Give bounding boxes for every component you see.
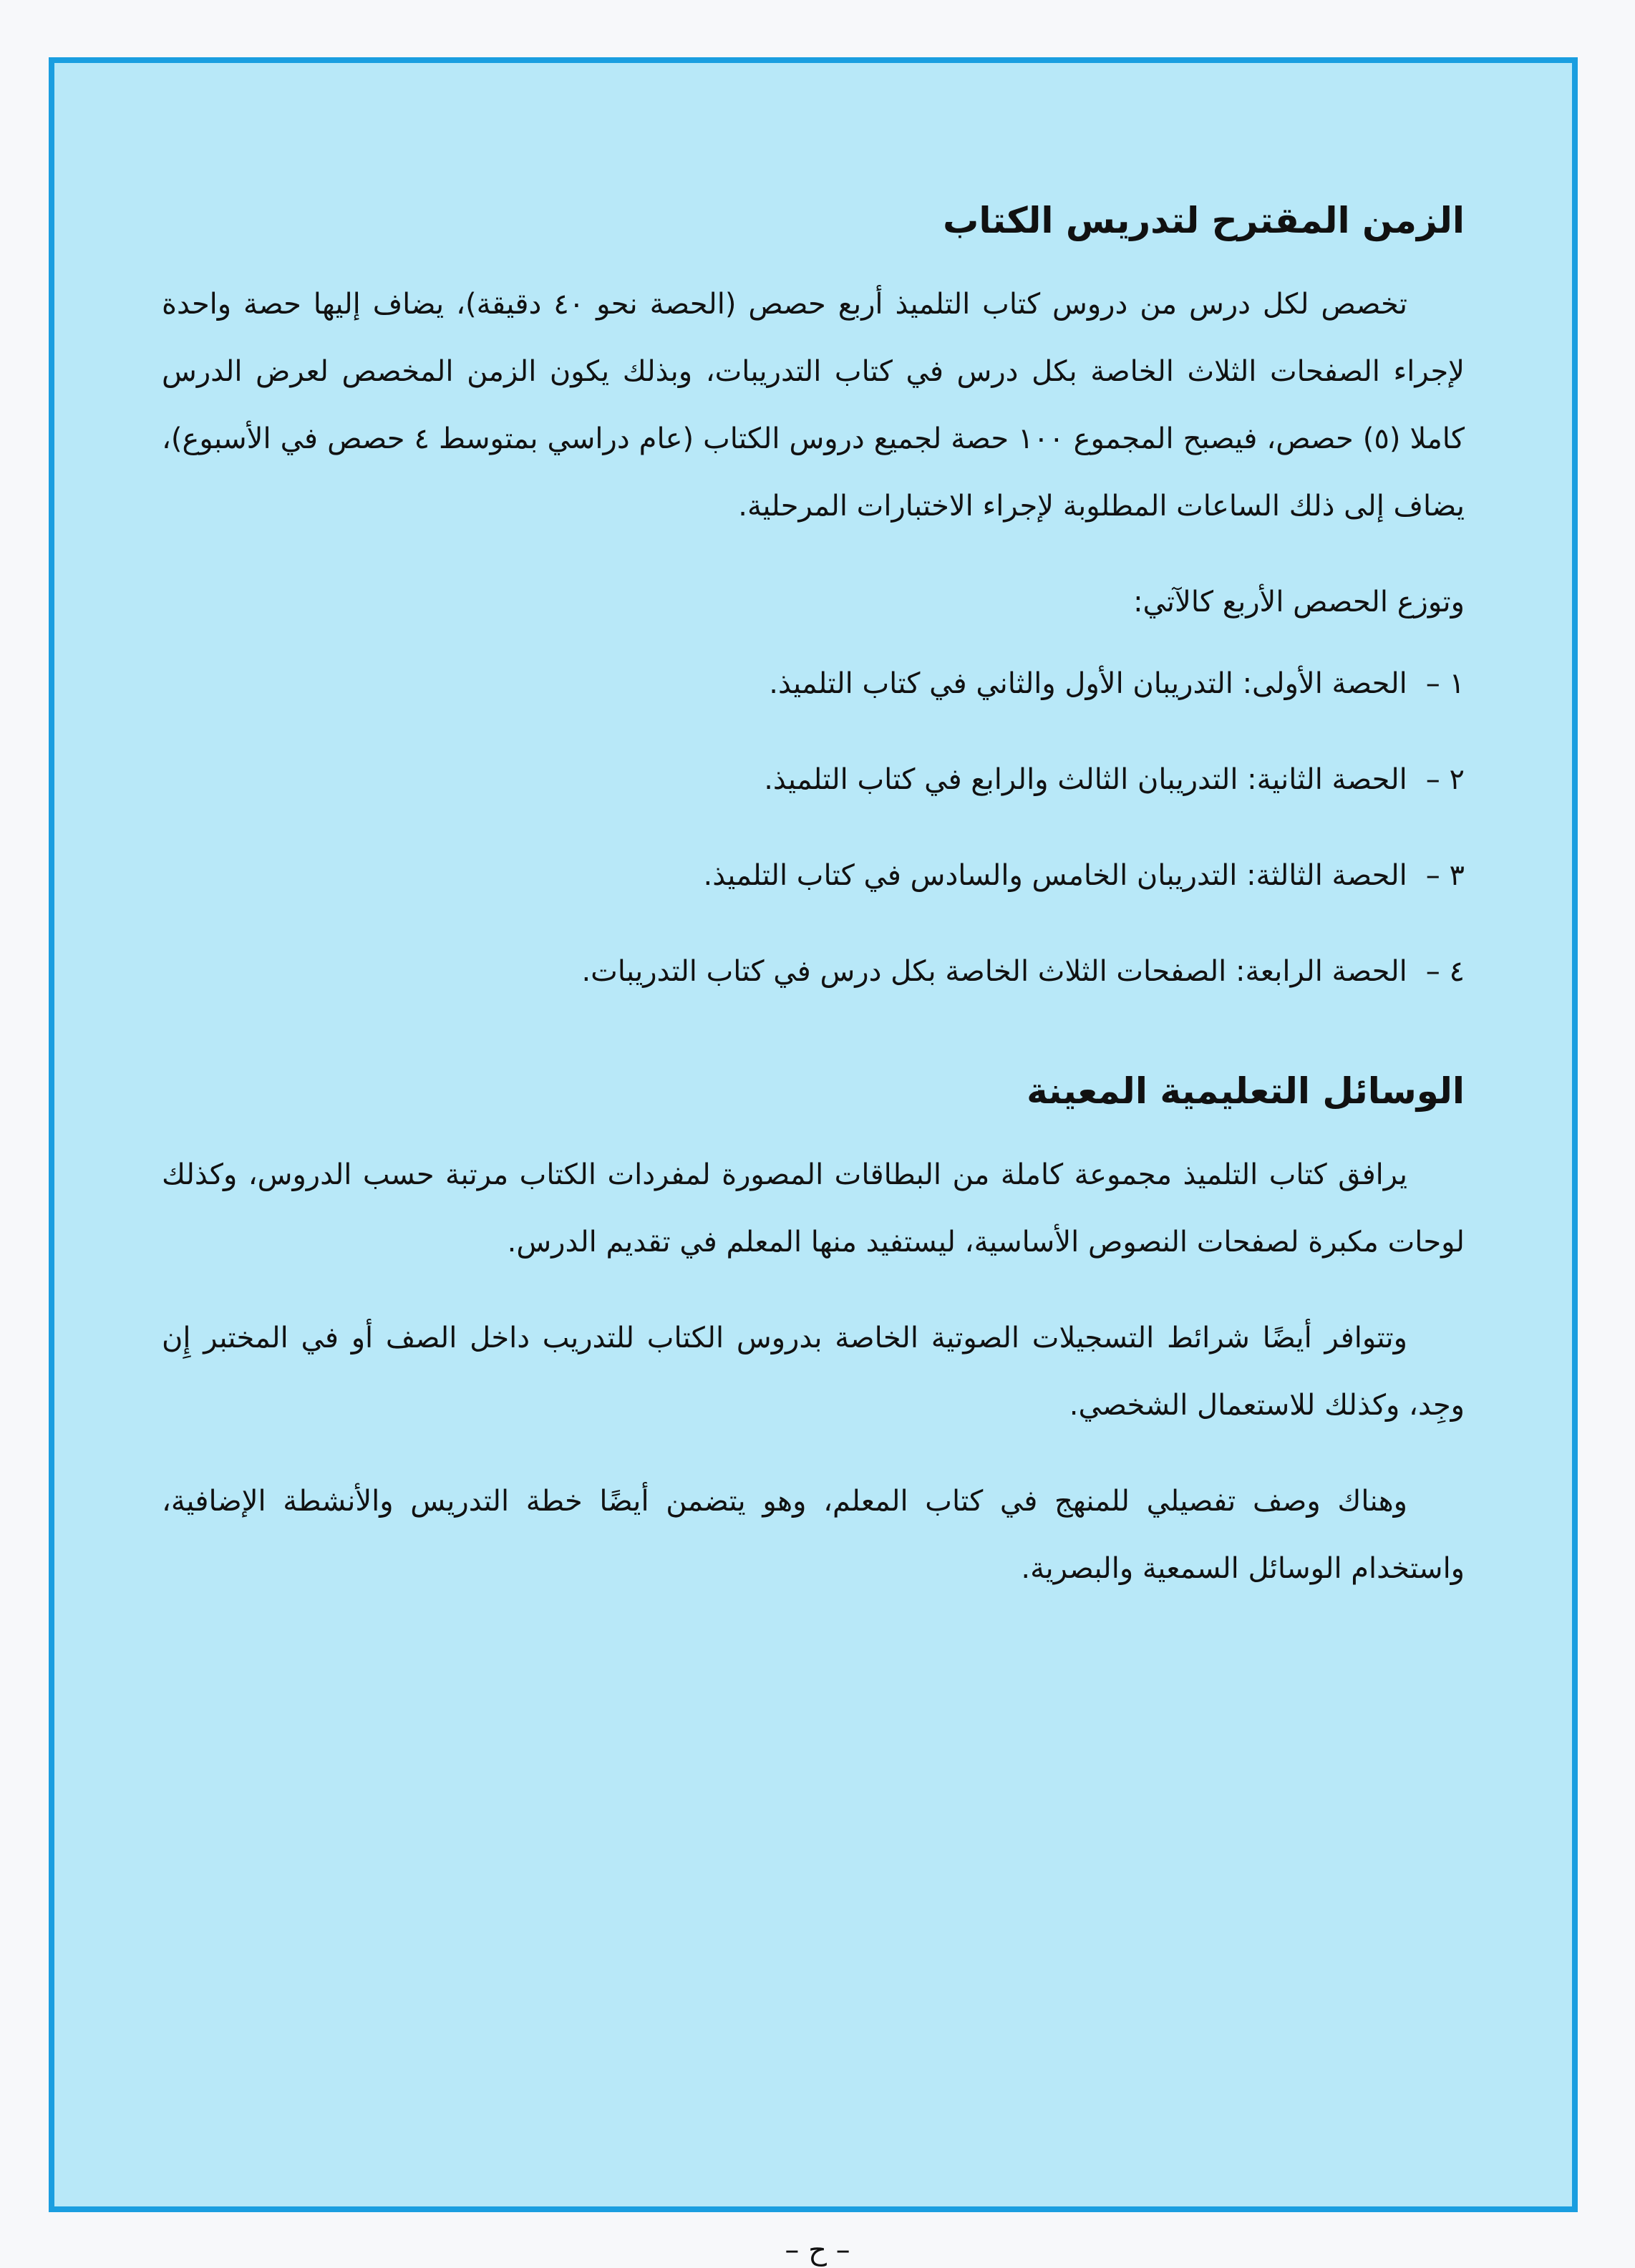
paragraph-time-allocation: تخصص لكل درس من دروس كتاب التلميذ أربع حصص (الحصة نحو ٤٠ دقيقة)، يضاف إليها حصة واحدة لإجراء الصفحات الثلاث الخاصة بكل درس في كتاب التدريبات، وبذلك يكون الزمن المخصص لعرض الدرس كاملا (٥) حصص، فيصبح المجموع ١٠٠ حصة لجميع دروس الكتاب (عام دراسي بمتوسط ٤ حصص في الأسبوع)، يضاف إلى ذلك الساعات المطلوبة لإجراء الاختبارات المرحلية. bbox=[162, 288, 1465, 523]
list-item bbox=[162, 924, 1465, 1019]
paragraph-picture-cards: يرافق كتاب التلميذ مجموعة كاملة من البطاقات المصورة لمفردات الكتاب مرتبة حسب الدروس، وكذلك لوحات مكبرة لصفحات النصوص الأساسية، ليستفيد منها المعلم في تقديم الدرس. bbox=[162, 1158, 1465, 1259]
page-frame bbox=[49, 57, 1578, 2212]
list-item-number: ٤ – bbox=[1425, 955, 1465, 988]
list-item-text: الحصة الأولى: التدريبان الأول والثاني في كتاب التلميذ. bbox=[769, 667, 1407, 700]
section-title-suggested-time: الزمن المقترح لتدريس الكتاب bbox=[943, 200, 1465, 241]
page-content bbox=[162, 192, 1465, 1602]
list-intro: وتوزع الحصص الأربع كالآتي: bbox=[1133, 586, 1465, 619]
list-item-number: ٢ – bbox=[1425, 763, 1465, 796]
list-item-text: الحصة الثالثة: التدريبان الخامس والسادس في كتاب التلميذ. bbox=[703, 859, 1407, 892]
paragraph-teacher-book: وهناك وصف تفصيلي للمنهج في كتاب المعلم، وهو يتضمن أيضًا خطة التدريس والأنشطة الإضافية، واستخدام الوسائل السمعية والبصرية. bbox=[162, 1485, 1465, 1585]
list-item-number: ٣ – bbox=[1425, 859, 1465, 892]
list-item-text: الحصة الرابعة: الصفحات الثلاث الخاصة بكل درس في كتاب التدريبات. bbox=[581, 955, 1407, 988]
paragraph-audio-tapes: وتتوافر أيضًا شرائط التسجيلات الصوتية الخاصة بدروس الكتاب للتدريب داخل الصف أو في المختبر إِن وجِد، وكذلك للاستعمال الشخصي. bbox=[162, 1322, 1465, 1422]
lesson-distribution-list bbox=[162, 636, 1465, 1019]
list-item-number: ١ – bbox=[1425, 667, 1465, 700]
list-item bbox=[162, 636, 1465, 732]
list-item bbox=[162, 732, 1465, 828]
list-item-text: الحصة الثانية: التدريبان الثالث والرابع في كتاب التلميذ. bbox=[764, 763, 1407, 796]
list-item bbox=[162, 828, 1465, 924]
section-title-teaching-aids: الوسائل التعليمية المعينة bbox=[1027, 1070, 1465, 1112]
page-number: – ح – bbox=[785, 2234, 850, 2267]
